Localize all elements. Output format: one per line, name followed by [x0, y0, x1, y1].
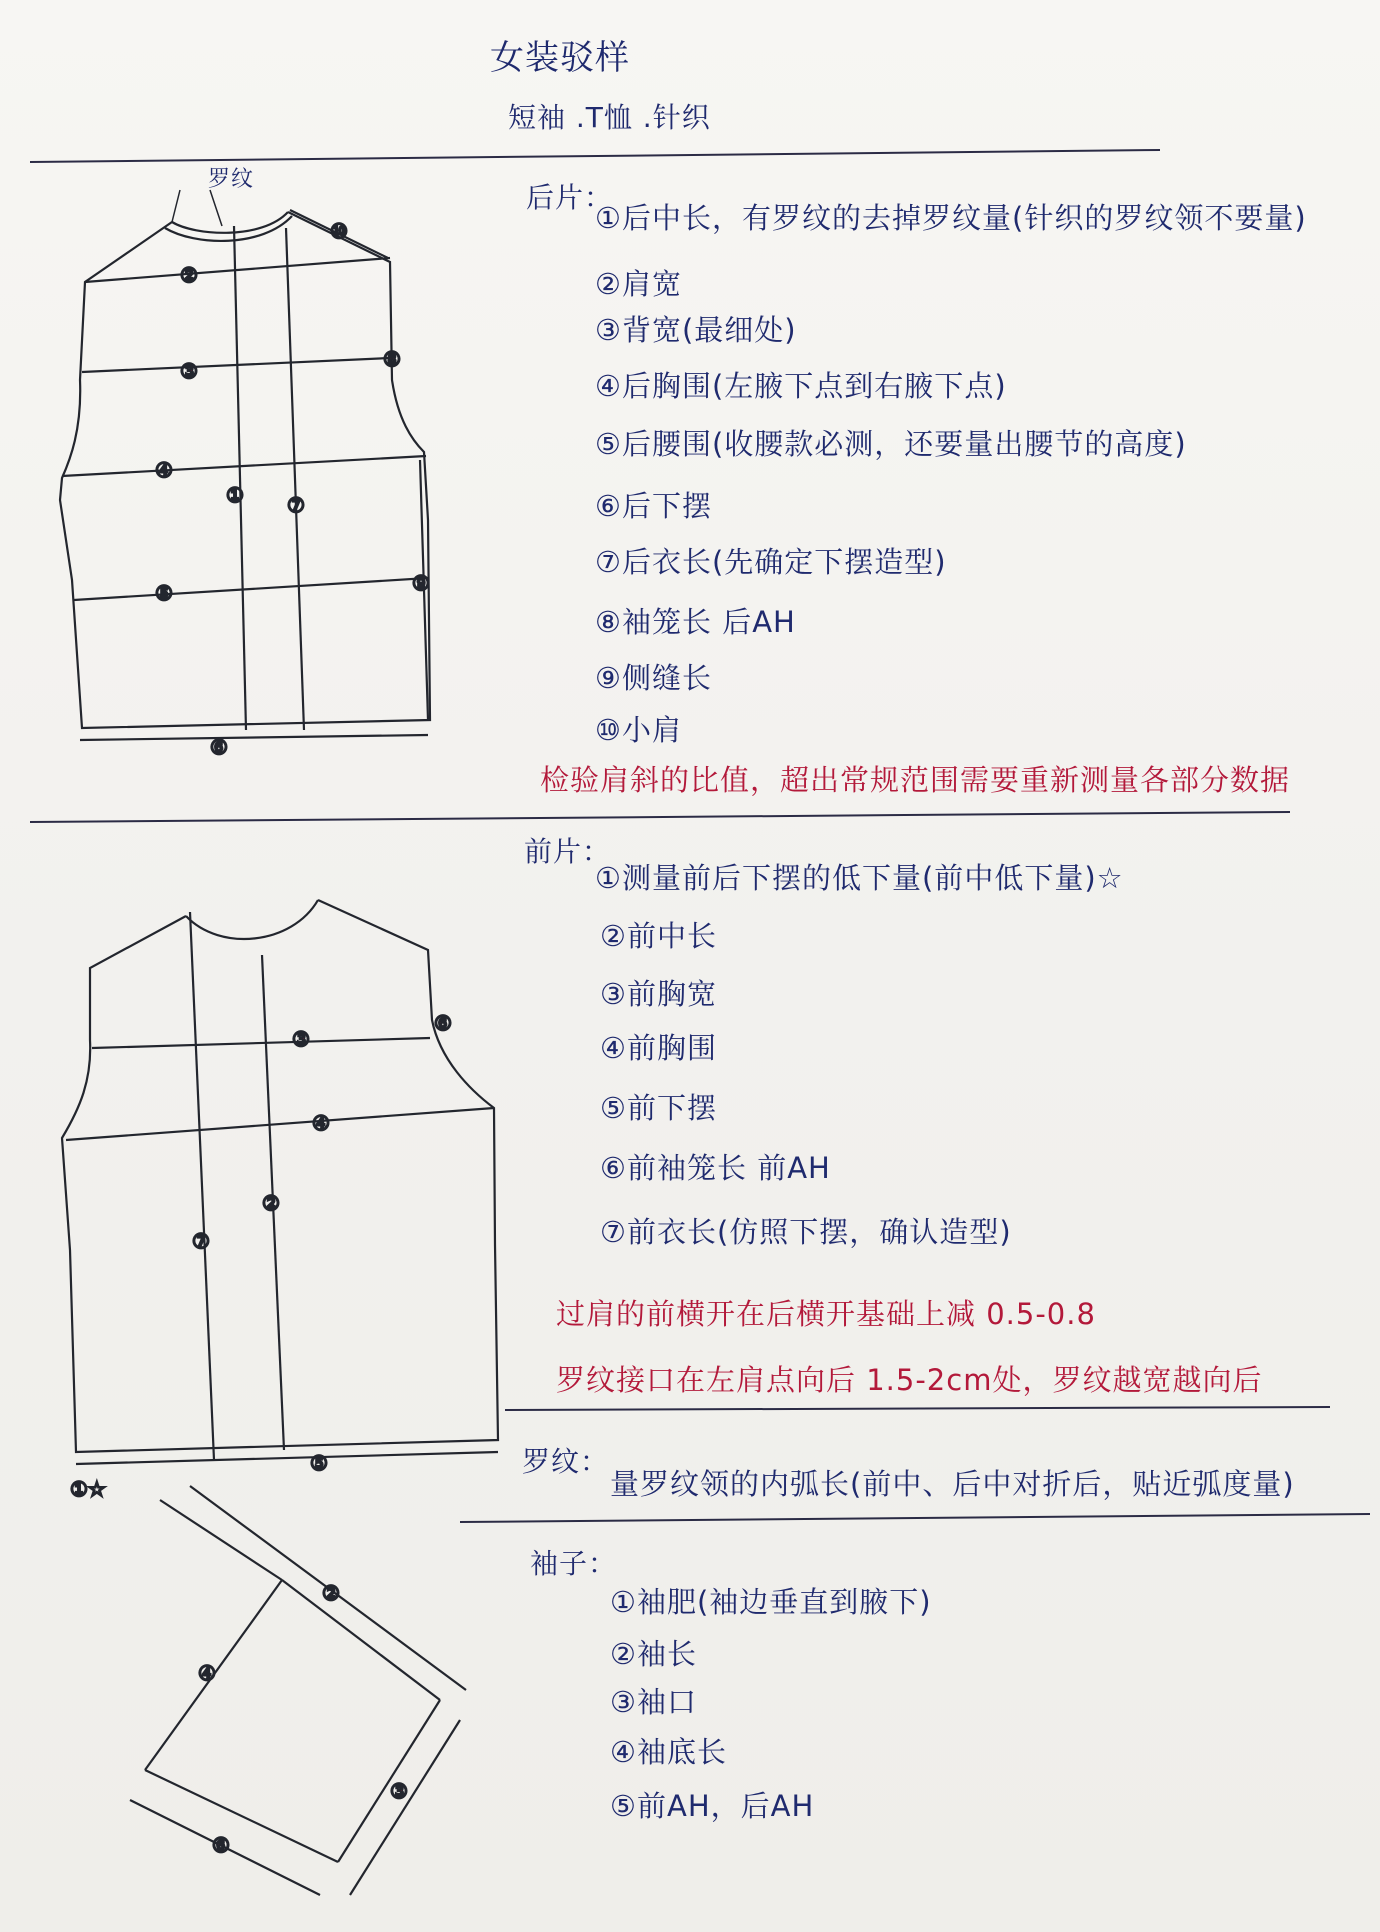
svg-text:④: ④ — [312, 1111, 330, 1135]
svg-text:⑧: ⑧ — [383, 347, 401, 371]
svg-text:⑤: ⑤ — [310, 1451, 328, 1475]
list-item: ①测量前后下摆的低下量(前中低下量)☆ — [595, 861, 1124, 895]
list-item: ⑨侧缝长 — [595, 661, 712, 695]
svg-text:③: ③ — [390, 1779, 408, 1803]
back-section-label: 后片： — [526, 181, 614, 214]
rib-section-label: 罗纹： — [522, 1445, 610, 1478]
svg-text:①: ① — [226, 483, 244, 507]
list-item: ③袖口 — [610, 1685, 697, 1719]
svg-text:②: ② — [322, 1581, 340, 1605]
sleeve-diagram — [130, 1486, 466, 1895]
list-item: ②前中长 — [600, 919, 717, 953]
list-item: ④袖底长 — [610, 1735, 727, 1769]
svg-text:③: ③ — [292, 1027, 310, 1051]
svg-text:④: ④ — [198, 1661, 216, 1685]
page-subtitle: 短袖 .T恤 .针织 — [508, 101, 711, 134]
divider-front-rib — [505, 1407, 1330, 1410]
svg-text:③: ③ — [180, 359, 198, 383]
list-item: ②袖长 — [610, 1637, 697, 1671]
svg-text:⑦: ⑦ — [287, 493, 305, 517]
svg-text:⑨: ⑨ — [412, 571, 430, 595]
front-section-label: 前片： — [524, 835, 612, 868]
list-item: ①袖肥(袖边垂直到腋下) — [610, 1585, 932, 1619]
svg-text:⑥: ⑥ — [210, 735, 228, 759]
svg-text:⑦: ⑦ — [192, 1229, 210, 1253]
svg-text:⑤: ⑤ — [155, 581, 173, 605]
list-item: ⑦后衣长(先确定下摆造型) — [595, 545, 947, 579]
page-title: 女装驳样 — [490, 38, 630, 78]
svg-text:④: ④ — [155, 458, 173, 482]
list-item: ⑤前AH，后AH — [610, 1789, 815, 1823]
list-item: ⑥前袖笼长 前AH — [600, 1151, 831, 1185]
front-piece-diagram — [62, 900, 498, 1501]
list-item: ⑩小肩 — [595, 713, 682, 747]
list-item: ②肩宽 — [595, 267, 682, 301]
divider-top — [30, 150, 1160, 162]
list-item — [595, 196, 1307, 237]
svg-text:⑥: ⑥ — [434, 1011, 452, 1035]
list-item: ③背宽(最细处) — [595, 313, 797, 347]
divider-back-front — [30, 812, 1290, 822]
list-item: ⑥后下摆 — [595, 489, 712, 523]
svg-text:①☆: ①☆ — [70, 1477, 106, 1501]
list-item: ⑦前衣长(仿照下摆，确认造型) — [600, 1215, 1012, 1249]
list-item: ③前胸宽 — [600, 977, 717, 1011]
list-item: ④前胸围 — [600, 1031, 717, 1065]
list-item: ④后胸围(左腋下点到右腋下点) — [595, 369, 1007, 403]
sleeve-section-label: 袖子： — [530, 1547, 618, 1580]
front-note-2: 罗纹接口在左肩点向后 1.5-2cm处，罗纹越宽越向后 — [556, 1363, 1263, 1397]
svg-text:⑥: ⑥ — [212, 1833, 230, 1857]
back-rib-label: 罗纹 — [208, 167, 255, 192]
list-item: ⑧袖笼长 后AH — [595, 605, 796, 639]
svg-text:②: ② — [262, 1191, 280, 1215]
svg-text:⑩: ⑩ — [330, 219, 348, 243]
svg-text:②: ② — [180, 263, 198, 287]
list-item: ⑤前下摆 — [600, 1091, 717, 1125]
back-piece-diagram — [60, 190, 430, 759]
divider-rib-sleeve — [460, 1514, 1370, 1522]
list-item: ⑤后腰围(收腰款必测，还要量出腰节的高度) — [595, 427, 1187, 461]
front-note-1: 过肩的前横开在后横开基础上减 0.5-0.8 — [556, 1297, 1096, 1331]
rib-measure-item: 量罗纹领的内弧长(前中、后中对折后，贴近弧度量) — [610, 1467, 1295, 1501]
back-item-1: ①后中长，有罗纹的去掉罗纹量(针织的罗纹领不要量) — [595, 201, 1307, 235]
back-note: 检验肩斜的比值，超出常规范围需要重新测量各部分数据 — [540, 763, 1291, 797]
